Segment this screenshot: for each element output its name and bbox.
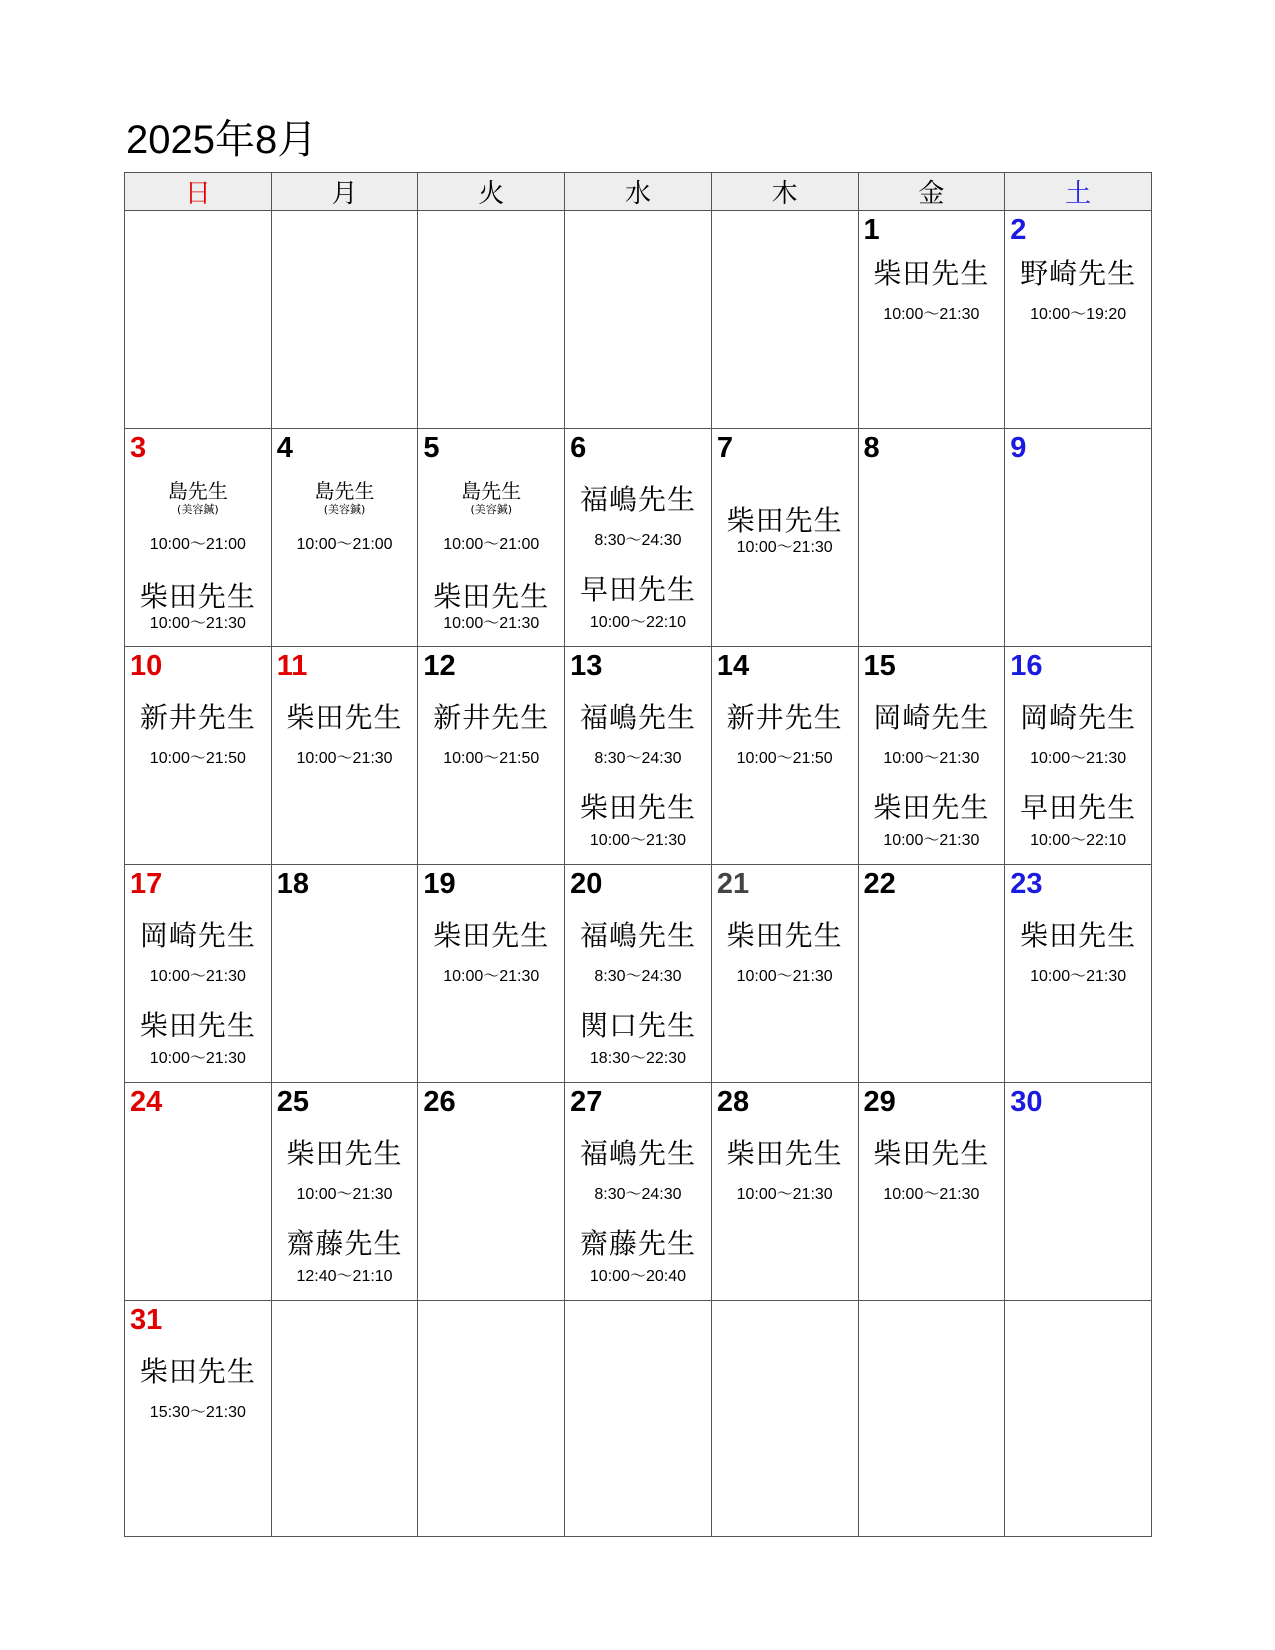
staff-name: 柴田先生 <box>286 1137 403 1170</box>
day-cell <box>858 865 1005 1083</box>
day-number: 1 <box>863 214 880 246</box>
day-cell <box>1005 211 1152 429</box>
day-number: 28 <box>716 1086 750 1118</box>
day-number: 9 <box>1010 432 1027 464</box>
shift-time: 10:00～21:30 <box>149 1050 246 1067</box>
shift-time: 10:00～21:30 <box>883 832 980 849</box>
day-number: 25 <box>276 1086 309 1118</box>
shift-entry <box>1005 791 1151 851</box>
day-cell <box>1005 647 1152 865</box>
staff-name: 柴田先生 <box>726 504 843 537</box>
day-number: 2 <box>1010 214 1027 246</box>
staff-name: 柴田先生 <box>726 919 843 952</box>
day-cell <box>711 647 858 865</box>
day-cell-empty <box>1005 1301 1152 1537</box>
shift-time: 10:00～21:30 <box>1030 750 1127 767</box>
day-cell <box>565 865 712 1083</box>
staff-name: 福嶋先生 <box>579 483 696 516</box>
day-cell-empty <box>565 211 712 429</box>
shift-time: 10:00～21:30 <box>883 306 980 323</box>
day-cell <box>565 647 712 865</box>
day-cell <box>271 1083 418 1301</box>
shift-time: 10:00～21:30 <box>443 968 540 985</box>
day-cell-empty <box>125 211 272 429</box>
shift-time: 10:00～19:20 <box>1030 306 1127 323</box>
shift-entry <box>1005 919 1151 987</box>
shift-time: 8:30～24:30 <box>594 750 682 767</box>
shift-time: 10:00～21:30 <box>296 750 393 767</box>
weekday-friday: 金 <box>858 173 1005 211</box>
shift-entry <box>565 701 711 769</box>
day-cell-empty <box>418 211 565 429</box>
day-number: 6 <box>570 432 587 464</box>
shift-time: 10:00～21:00 <box>296 536 393 553</box>
staff-name: 齋藤先生 <box>579 1227 696 1260</box>
shift-time: 12:40～21:10 <box>296 1268 393 1285</box>
shift-entry <box>125 580 271 634</box>
day-number: 22 <box>863 868 896 900</box>
shift-entry <box>418 479 564 555</box>
staff-name: 島先生 <box>167 479 228 503</box>
day-number: 3 <box>130 432 147 464</box>
day-number: 18 <box>276 868 309 900</box>
day-number: 17 <box>130 868 163 900</box>
staff-name: 関口先生 <box>579 1009 696 1042</box>
day-number: 31 <box>130 1304 163 1336</box>
day-number: 7 <box>716 432 733 464</box>
staff-name: 柴田先生 <box>873 1137 990 1170</box>
shift-entry <box>125 479 271 555</box>
shift-entry <box>125 1009 271 1069</box>
shift-entry <box>272 1137 418 1205</box>
calendar-title: 2025年8月 <box>126 118 318 162</box>
day-number: 26 <box>423 1086 456 1118</box>
staff-name: 柴田先生 <box>433 919 550 952</box>
staff-name: 新井先生 <box>433 701 550 734</box>
staff-name: 柴田先生 <box>873 257 990 290</box>
staff-name: 福嶋先生 <box>579 701 696 734</box>
weekday-wednesday: 水 <box>565 173 712 211</box>
staff-name: 早田先生 <box>1020 791 1137 824</box>
day-cell <box>271 429 418 647</box>
shift-entry <box>565 791 711 851</box>
day-cell <box>858 211 1005 429</box>
shift-time: 10:00～21:30 <box>443 615 540 632</box>
shift-entry <box>125 1355 271 1423</box>
day-cell <box>271 865 418 1083</box>
day-cell <box>125 1083 272 1301</box>
shift-entry <box>272 479 418 555</box>
day-cell-empty <box>418 1301 565 1537</box>
day-number: 12 <box>423 650 456 682</box>
staff-name: 柴田先生 <box>726 1137 843 1170</box>
shift-entry <box>712 1137 858 1205</box>
staff-name: 早田先生 <box>579 573 696 606</box>
shift-entry <box>565 1137 711 1205</box>
week-row <box>125 1301 1152 1537</box>
shift-time: 10:00～21:30 <box>883 1186 980 1203</box>
shift-time: 10:00～21:30 <box>883 750 980 767</box>
staff-name: 岡崎先生 <box>873 701 990 734</box>
shift-time: 10:00～21:30 <box>736 968 833 985</box>
calendar-grid <box>124 172 1152 1537</box>
week-row <box>125 211 1152 429</box>
shift-entry <box>859 257 1005 325</box>
staff-name: 福嶋先生 <box>579 1137 696 1170</box>
weekday-saturday: 土 <box>1005 173 1152 211</box>
day-cell <box>418 429 565 647</box>
day-cell <box>1005 1083 1152 1301</box>
shift-entry <box>1005 257 1151 325</box>
shift-entry <box>272 701 418 769</box>
staff-name: 島先生 <box>314 479 375 503</box>
shift-entry <box>565 1227 711 1287</box>
shift-time: 8:30～24:30 <box>594 968 682 985</box>
day-cell <box>711 865 858 1083</box>
weekday-monday: 月 <box>271 173 418 211</box>
staff-name: 柴田先生 <box>1020 919 1137 952</box>
shift-entry <box>125 919 271 987</box>
day-cell <box>125 1301 272 1537</box>
shift-note: (美容鍼) <box>470 503 513 516</box>
weekday-header-row <box>125 173 1152 211</box>
day-number: 8 <box>863 432 880 464</box>
shift-time: 10:00～21:30 <box>736 1186 833 1203</box>
week-row <box>125 647 1152 865</box>
day-cell <box>858 1083 1005 1301</box>
shift-entry <box>565 483 711 551</box>
staff-name: 柴田先生 <box>579 791 696 824</box>
weekday-thursday: 木 <box>711 173 858 211</box>
shift-time: 10:00～21:00 <box>443 536 540 553</box>
staff-name: 柴田先生 <box>286 701 403 734</box>
day-cell <box>125 429 272 647</box>
shift-time: 8:30～24:30 <box>594 1186 682 1203</box>
shift-time: 10:00～22:10 <box>589 614 686 631</box>
day-cell <box>125 647 272 865</box>
day-cell <box>858 429 1005 647</box>
day-number: 24 <box>130 1086 163 1118</box>
day-number: 13 <box>570 650 603 682</box>
staff-name: 柴田先生 <box>433 580 550 613</box>
week-row <box>125 865 1152 1083</box>
shift-entry <box>1005 701 1151 769</box>
day-number: 5 <box>423 432 440 464</box>
shift-entry <box>125 701 271 769</box>
day-cell <box>858 647 1005 865</box>
shift-entry <box>712 504 858 558</box>
weekday-sunday: 日 <box>125 173 272 211</box>
staff-name: 岡崎先生 <box>139 919 256 952</box>
day-cell <box>418 1083 565 1301</box>
shift-time: 10:00～21:30 <box>589 832 686 849</box>
shift-time: 8:30～24:30 <box>594 532 682 549</box>
shift-entry <box>859 1137 1005 1205</box>
shift-entry <box>418 701 564 769</box>
staff-name: 柴田先生 <box>873 791 990 824</box>
day-cell-empty <box>711 1301 858 1537</box>
day-cell <box>418 647 565 865</box>
day-number: 20 <box>570 868 603 900</box>
staff-name: 岡崎先生 <box>1020 701 1137 734</box>
staff-name: 福嶋先生 <box>579 919 696 952</box>
day-number: 29 <box>863 1086 896 1118</box>
shift-time: 10:00～21:30 <box>149 968 246 985</box>
shift-entry <box>712 919 858 987</box>
day-cell-empty <box>565 1301 712 1537</box>
day-cell <box>565 429 712 647</box>
week-row <box>125 429 1152 647</box>
shift-note: (美容鍼) <box>177 503 219 516</box>
day-cell <box>1005 865 1152 1083</box>
shift-time: 10:00～22:10 <box>1030 832 1127 849</box>
staff-name: 新井先生 <box>726 701 843 734</box>
shift-time: 10:00～21:50 <box>443 750 540 767</box>
day-cell-empty <box>271 211 418 429</box>
shift-time: 10:00～21:30 <box>1030 968 1127 985</box>
day-cell <box>565 1083 712 1301</box>
shift-time: 10:00～21:30 <box>149 615 246 632</box>
day-cell <box>271 647 418 865</box>
shift-entry <box>565 1009 711 1069</box>
day-cell <box>1005 429 1152 647</box>
day-cell <box>711 1083 858 1301</box>
shift-entry <box>565 573 711 633</box>
shift-entry <box>272 1227 418 1287</box>
shift-time: 10:00～20:40 <box>589 1268 686 1285</box>
weekday-tuesday: 火 <box>418 173 565 211</box>
shift-entry <box>565 919 711 987</box>
staff-name: 島先生 <box>461 479 522 503</box>
staff-name: 柴田先生 <box>139 1009 256 1042</box>
shift-time: 10:00～21:30 <box>296 1186 393 1203</box>
shift-entry <box>859 701 1005 769</box>
shift-entry <box>712 701 858 769</box>
day-number: 4 <box>276 432 293 464</box>
day-number: 23 <box>1010 868 1043 900</box>
staff-name: 柴田先生 <box>139 580 256 613</box>
week-row <box>125 1083 1152 1301</box>
staff-name: 柴田先生 <box>139 1355 256 1388</box>
shift-time: 15:30～21:30 <box>149 1404 246 1421</box>
shift-time: 10:00～21:30 <box>736 539 833 556</box>
shift-entry <box>418 580 564 634</box>
day-number: 14 <box>716 650 750 682</box>
shift-time: 18:30～22:30 <box>589 1050 686 1067</box>
day-number: 27 <box>570 1086 603 1118</box>
shift-time: 10:00～21:00 <box>149 536 246 553</box>
shift-note: (美容鍼) <box>323 503 366 516</box>
shift-time: 10:00～21:50 <box>149 750 246 767</box>
day-cell <box>711 429 858 647</box>
staff-name: 新井先生 <box>139 701 256 734</box>
day-number: 16 <box>1010 650 1043 682</box>
shift-entry <box>859 791 1005 851</box>
day-number: 15 <box>863 650 896 682</box>
staff-name: 齋藤先生 <box>286 1227 403 1260</box>
shift-time: 10:00～21:50 <box>736 750 833 767</box>
day-cell-empty <box>858 1301 1005 1537</box>
day-cell-empty <box>711 211 858 429</box>
day-number: 30 <box>1010 1086 1043 1118</box>
day-number: 21 <box>716 868 750 900</box>
day-cell <box>418 865 565 1083</box>
day-cell-empty <box>271 1301 418 1537</box>
day-cell <box>125 865 272 1083</box>
day-number: 10 <box>130 650 163 682</box>
shift-entry <box>418 919 564 987</box>
staff-name: 野崎先生 <box>1020 257 1137 290</box>
day-number: 11 <box>276 650 308 682</box>
day-number: 19 <box>423 868 456 900</box>
